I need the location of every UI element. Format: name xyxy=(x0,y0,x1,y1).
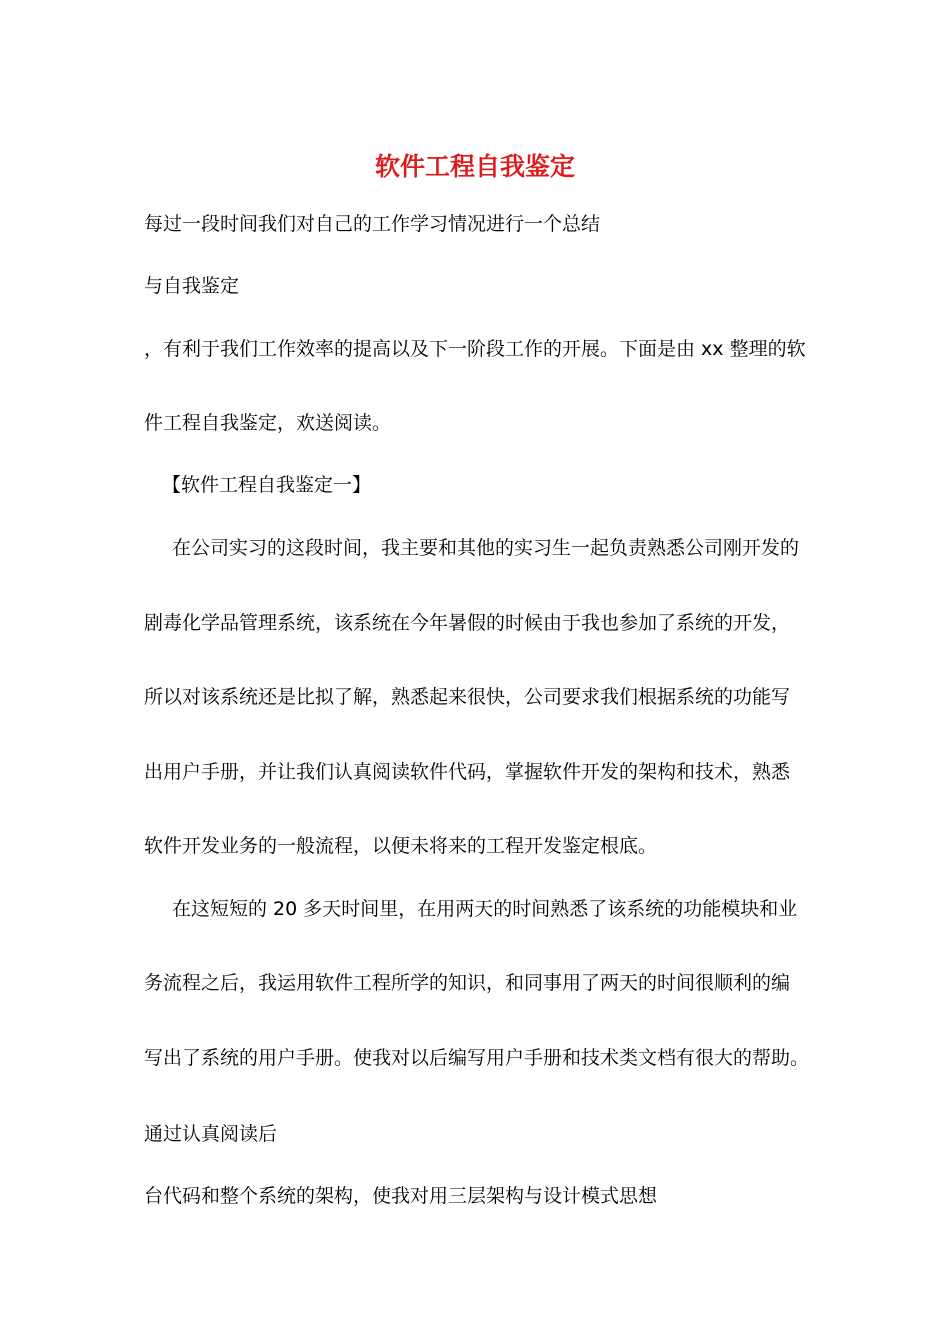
document-title: 软件工程自我鉴定 xyxy=(374,152,575,181)
paragraph-line: 台代码和整个系统的架构，使我对用三层架构与设计模式思想 xyxy=(144,1185,658,1207)
section-heading: 【软件工程自我鉴定一】 xyxy=(162,474,372,496)
paragraph-line: 在公司实习的这段时间，我主要和其他的实习生一起负责熟悉公司刚开发的 xyxy=(172,537,800,559)
paragraph-line: 出用户手册，并让我们认真阅读软件代码，掌握软件开发的架构和技术，熟悉 xyxy=(144,761,791,783)
paragraph-line: 每过一段时间我们对自己的工作学习情况进行一个总结 xyxy=(144,213,601,235)
paragraph-line: ，有利于我们工作效率的提高以及下一阶段工作的开展。下面是由 xx 整理的软 xyxy=(144,338,806,360)
paragraph-line: 务流程之后，我运用软件工程所学的知识，和同事用了两天的时间很顺利的编 xyxy=(144,972,791,994)
paragraph-line: 通过认真阅读后 xyxy=(144,1123,278,1145)
paragraph-line: 剧毒化学品管理系统，该系统在今年暑假的时候由于我也参加了系统的开发， xyxy=(144,612,791,634)
paragraph-line: 件工程自我鉴定，欢送阅读。 xyxy=(144,412,392,434)
paragraph-line: 与自我鉴定 xyxy=(144,275,240,297)
paragraph-line: 软件开发业务的一般流程，以便未将来的工程开发鉴定根底。 xyxy=(144,835,658,857)
paragraph-line: 所以对该系统还是比拟了解，熟悉起来很快，公司要求我们根据系统的功能写 xyxy=(144,686,791,708)
paragraph-line: 写出了系统的用户手册。使我对以后编写用户手册和技术类文档有很大的帮助。 xyxy=(144,1047,810,1069)
paragraph-line: 在这短短的 20 多天时间里，在用两天的时间熟悉了该系统的功能模块和业 xyxy=(172,898,798,920)
